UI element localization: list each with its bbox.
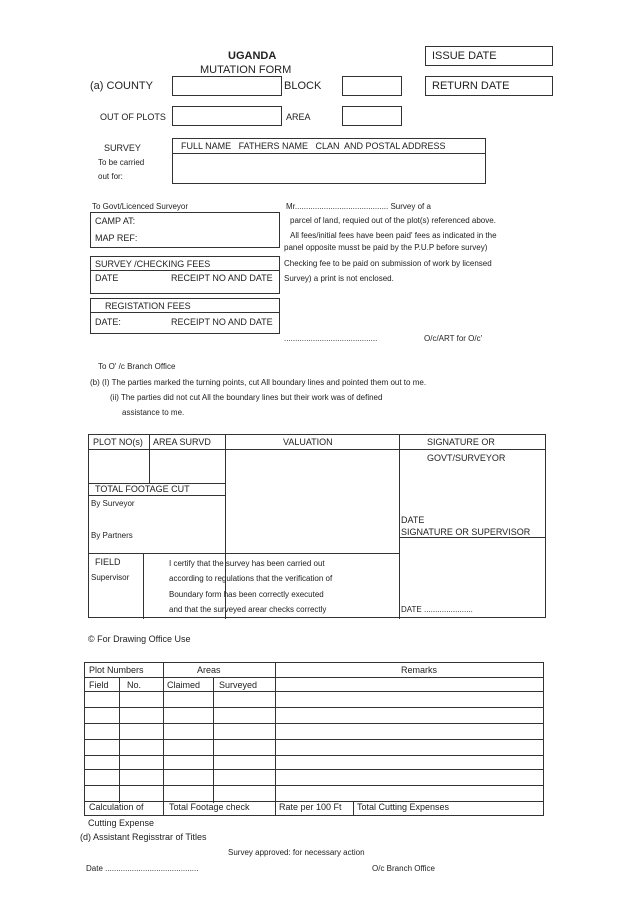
- survey-fees-receipt: RECEIPT NO AND DATE: [171, 273, 273, 283]
- field-label: FIELD: [95, 557, 121, 567]
- certify-line-2: according to regulations that the verification of: [169, 574, 333, 583]
- th-surveyed: Surveyed: [219, 680, 258, 690]
- th-areas: Areas: [197, 665, 221, 675]
- th-signature-or: SIGNATURE OR: [427, 437, 495, 447]
- country-title: UGANDA: [228, 50, 277, 62]
- calc-label-2: Cutting Expense: [88, 818, 155, 828]
- to-oc-branch: To O' /c Branch Office: [98, 362, 176, 371]
- date-label: DATE: [401, 515, 425, 525]
- calc-label-1: Calculation of: [89, 802, 144, 812]
- total-footage-label: TOTAL FOOTAGE CUT: [95, 484, 190, 494]
- oc-branch-office: O/c Branch Office: [372, 864, 435, 873]
- out-of-plots-label: OUT OF PLOTS: [100, 112, 166, 122]
- survey-label: SURVEY: [104, 143, 141, 153]
- rate-per-100ft: Rate per 100 Ft: [279, 802, 342, 812]
- survey-fees-box[interactable]: [90, 256, 280, 294]
- date-dots: DATE ......................: [401, 605, 473, 614]
- survey-for-box[interactable]: [172, 138, 486, 184]
- registration-fees-receipt: RECEIPT NO AND DATE: [171, 317, 273, 327]
- survey-fees-label: SURVEY /CHECKING FEES: [95, 259, 211, 269]
- registration-fees-date: DATE:: [95, 317, 121, 327]
- certify-line-4: and that the surveyed arear checks correctly: [169, 605, 327, 614]
- instruction-line-2: parcel of land, requied out of the plot(s) referenced above.: [290, 216, 496, 225]
- survey-approved: Survey approved: for necessary action: [228, 848, 365, 857]
- survey-fees-date: DATE: [95, 273, 119, 283]
- th-remarks: Remarks: [401, 665, 438, 675]
- camp-map-box[interactable]: [90, 212, 280, 248]
- block-label: BLOCK: [284, 80, 322, 92]
- county-label: (a) COUNTY: [90, 80, 153, 92]
- instruction-line-3: All fees/initial fees have been paid' fees as indicated in the: [290, 231, 497, 240]
- drawing-office-label: © For Drawing Office Use: [88, 634, 191, 644]
- map-ref-label: MAP REF:: [95, 233, 138, 243]
- th-area-survd: AREA SURVD: [153, 437, 211, 447]
- cutting-expense-row: [84, 802, 544, 816]
- th-no: No.: [127, 680, 142, 690]
- form-title: MUTATION FORM: [200, 64, 292, 76]
- branch-b-ii: (ii) The parties did not cut All the boundary lines but their work was of defined: [110, 393, 383, 402]
- th-govt-surveyor: GOVT/SURVEYOR: [427, 453, 506, 463]
- area-label: AREA: [286, 112, 311, 122]
- th-field: Field: [89, 680, 109, 690]
- issue-date-label: ISSUE DATE: [432, 50, 497, 62]
- th-plot-nos: PLOT NO(s): [93, 437, 143, 447]
- camp-at-label: CAMP AT:: [95, 216, 136, 226]
- instruction-line-1: Mr.......................................... Survey of a: [286, 202, 431, 211]
- instruction-line-4: panel opposite musst be paid by the P.U.P before survey): [284, 243, 488, 252]
- total-footage-check: Total Footage check: [169, 802, 250, 812]
- th-claimed: Claimed: [167, 680, 201, 690]
- county-field[interactable]: [172, 76, 282, 96]
- branch-b-ii-cont: assistance to me.: [122, 408, 185, 417]
- th-valuation: VALUATION: [283, 437, 333, 447]
- oc-art-label: O/c/ART for O/c': [424, 334, 483, 343]
- return-date-label: RETURN DATE: [432, 80, 510, 92]
- instruction-line-5: Checking fee to be paid on submission of work by licensed: [284, 259, 492, 268]
- instruction-dots: ..........................................: [284, 334, 378, 343]
- drawing-table: [84, 662, 544, 802]
- supervisor-label: Supervisor: [91, 573, 130, 582]
- registration-fees-label: REGISTATION FEES: [105, 301, 191, 311]
- survey-label-3: out for:: [98, 172, 123, 181]
- footer-date: Date ..........................................: [86, 864, 199, 873]
- return-date-box[interactable]: [425, 76, 553, 96]
- to-govt-surveyor: To Govt/Licenced Surveyor: [92, 202, 189, 211]
- main-table: [88, 434, 546, 618]
- block-field[interactable]: [342, 76, 402, 96]
- issue-date-box[interactable]: [425, 46, 553, 66]
- th-plot-numbers: Plot Numbers: [89, 665, 144, 675]
- registration-fees-box[interactable]: [90, 298, 280, 334]
- certify-line-3: Boundary form has been correctly executed: [169, 590, 324, 599]
- branch-b-i: (b) (I) The parties marked the turning points, cut All boundary lines and pointed them out to me.: [90, 378, 427, 387]
- by-surveyor-label: By Surveyor: [91, 499, 135, 508]
- instruction-line-6: Survey) a print is not enclosed.: [284, 274, 394, 283]
- signature-supervisor-label: SIGNATURE OR SUPERVISOR: [401, 527, 531, 537]
- assistant-registrar: (d) Assistant Regisstrar of Titles: [80, 832, 207, 842]
- total-cutting-expenses: Total Cutting Expenses: [357, 802, 450, 812]
- survey-label-2: To be carried: [98, 158, 145, 167]
- survey-columns-header: FULL NAME FATHERS NAME CLAN AND POSTAL ADDRESS: [181, 141, 446, 151]
- area-field[interactable]: [342, 106, 402, 126]
- by-partners-label: By Partners: [91, 531, 133, 540]
- certify-line-1: I certify that the survey has been carried out: [169, 559, 325, 568]
- out-of-plots-field[interactable]: [172, 106, 282, 126]
